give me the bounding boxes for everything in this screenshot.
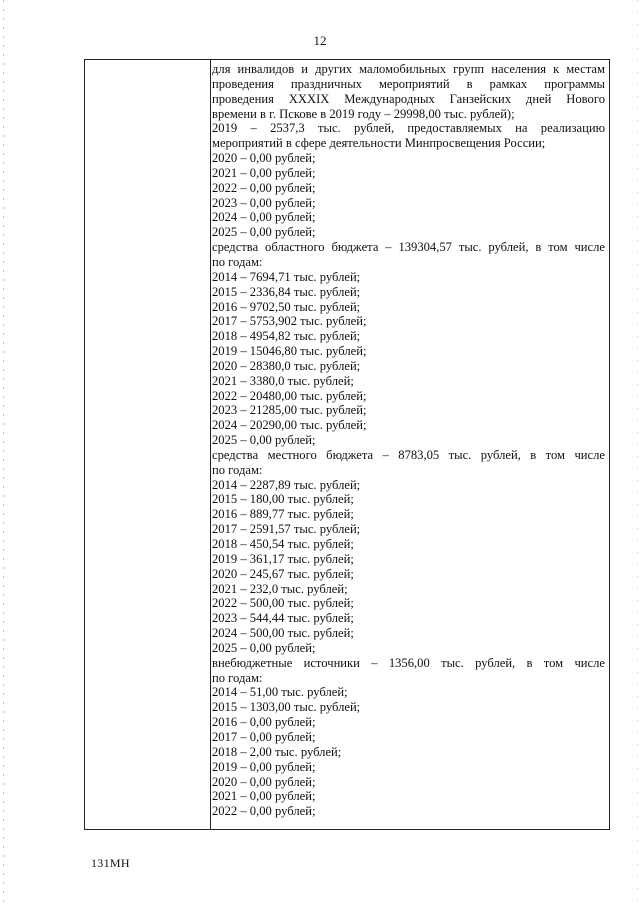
intro-paragraph [212, 62, 605, 151]
list-item: 2020 – 245,67 тыс. рублей; [212, 566, 354, 581]
table-left-column [85, 60, 211, 829]
list-item: 2018 – 4954,82 тыс. рублей; [212, 329, 361, 344]
list-item: 2014 – 51,00 тыс. рублей; [212, 685, 348, 700]
list-item: 2019 – 361,17 тыс. рублей; [212, 551, 354, 566]
list-item: 2015 – 2336,84 тыс. рублей; [212, 284, 361, 299]
document-code: 131МН [91, 856, 130, 870]
section-subheader: по годам: [212, 462, 263, 477]
list-item: 2021 – 232,0 тыс. рублей; [212, 581, 348, 596]
list-item: 2021 – 0,00 рублей; [212, 789, 316, 804]
list-item: 2023 – 21285,00 тыс. рублей; [212, 403, 367, 418]
text-line: для инвалидов и других маломобильных групп населения к местам [212, 62, 605, 76]
scan-edge-right [637, 0, 638, 905]
list-item: 2018 – 450,54 тыс. рублей; [212, 537, 354, 551]
regional-budget-section [212, 240, 605, 448]
list-item: 2015 – 1303,00 тыс. рублей; [212, 700, 361, 715]
list-item: 2016 – 0,00 рублей; [212, 715, 316, 730]
list-item: 2020 – 0,00 рублей; [212, 151, 316, 166]
list-item: 2023 – 544,44 тыс. рублей; [212, 611, 354, 626]
text-line: мероприятий в сфере деятельности Минпросвещения России; [212, 136, 546, 151]
section-subheader: по годам: [212, 670, 263, 685]
table-right-column [212, 62, 605, 819]
federal-years-list [212, 151, 605, 240]
list-item: 2024 – 500,00 тыс. рублей; [212, 626, 354, 641]
list-item: 2018 – 2,00 тыс. рублей; [212, 744, 342, 759]
list-item: 2014 – 7694,71 тыс. рублей; [212, 269, 361, 284]
section-subheader: по годам: [212, 254, 263, 269]
text-line: проведения XXXIX Международных Ганзейских дней Нового [212, 91, 605, 106]
text-line: проведения праздничных мероприятий в рамках программы [212, 76, 605, 91]
list-item: 2024 – 0,00 рублей; [212, 210, 316, 225]
section-header: средства местного бюджета – 8783,05 тыс. рублей, в том числе [212, 447, 605, 462]
extra-budgetary-section [212, 656, 605, 819]
funding-table [84, 59, 610, 830]
list-item: 2019 – 15046,80 тыс. рублей; [212, 344, 367, 359]
scan-edge-left [3, 0, 4, 905]
list-item: 2022 – 500,00 тыс. рублей; [212, 596, 354, 611]
list-item: 2020 – 0,00 рублей; [212, 774, 316, 789]
list-item: 2025 – 0,00 рублей; [212, 433, 316, 448]
list-item: 2017 – 5753,902 тыс. рублей; [212, 314, 367, 329]
list-item: 2025 – 0,00 рублей; [212, 640, 316, 655]
list-item: 2022 – 0,00 рублей; [212, 180, 316, 195]
list-item: 2022 – 0,00 рублей; [212, 804, 316, 819]
list-item: 2024 – 20290,00 тыс. рублей; [212, 418, 367, 433]
list-item: 2021 – 0,00 рублей; [212, 165, 316, 180]
list-item: 2016 – 9702,50 тыс. рублей; [212, 299, 361, 314]
list-item: 2020 – 28380,0 тыс. рублей; [212, 358, 361, 373]
list-item: 2023 – 0,00 рублей; [212, 195, 316, 210]
page-number: 12 [313, 33, 327, 48]
section-header: средства областного бюджета – 139304,57 тыс. рублей, в том числе [212, 240, 605, 255]
list-item: 2016 – 889,77 тыс. рублей; [212, 507, 354, 522]
list-item: 2025 – 0,00 рублей; [212, 225, 316, 240]
list-item: 2019 – 0,00 рублей; [212, 759, 316, 774]
text-line: 2019 – 2537,3 тыс. рублей, предоставляемых на реализацию [212, 121, 605, 136]
list-item: 2015 – 180,00 тыс. рублей; [212, 492, 354, 507]
list-item: 2022 – 20480,00 тыс. рублей; [212, 388, 367, 403]
list-item: 2017 – 2591,57 тыс. рублей; [212, 522, 361, 537]
local-budget-section [212, 448, 605, 656]
list-item: 2017 – 0,00 рублей; [212, 729, 316, 744]
list-item: 2014 – 2287,89 тыс. рублей; [212, 477, 361, 492]
text-line: времени в г. Пскове в 2019 году – 29998,00 тыс. рублей); [212, 106, 515, 121]
section-header: внебюджетные источники – 1356,00 тыс. рублей, в том числе [212, 655, 605, 670]
list-item: 2021 – 3380,0 тыс. рублей; [212, 373, 354, 388]
